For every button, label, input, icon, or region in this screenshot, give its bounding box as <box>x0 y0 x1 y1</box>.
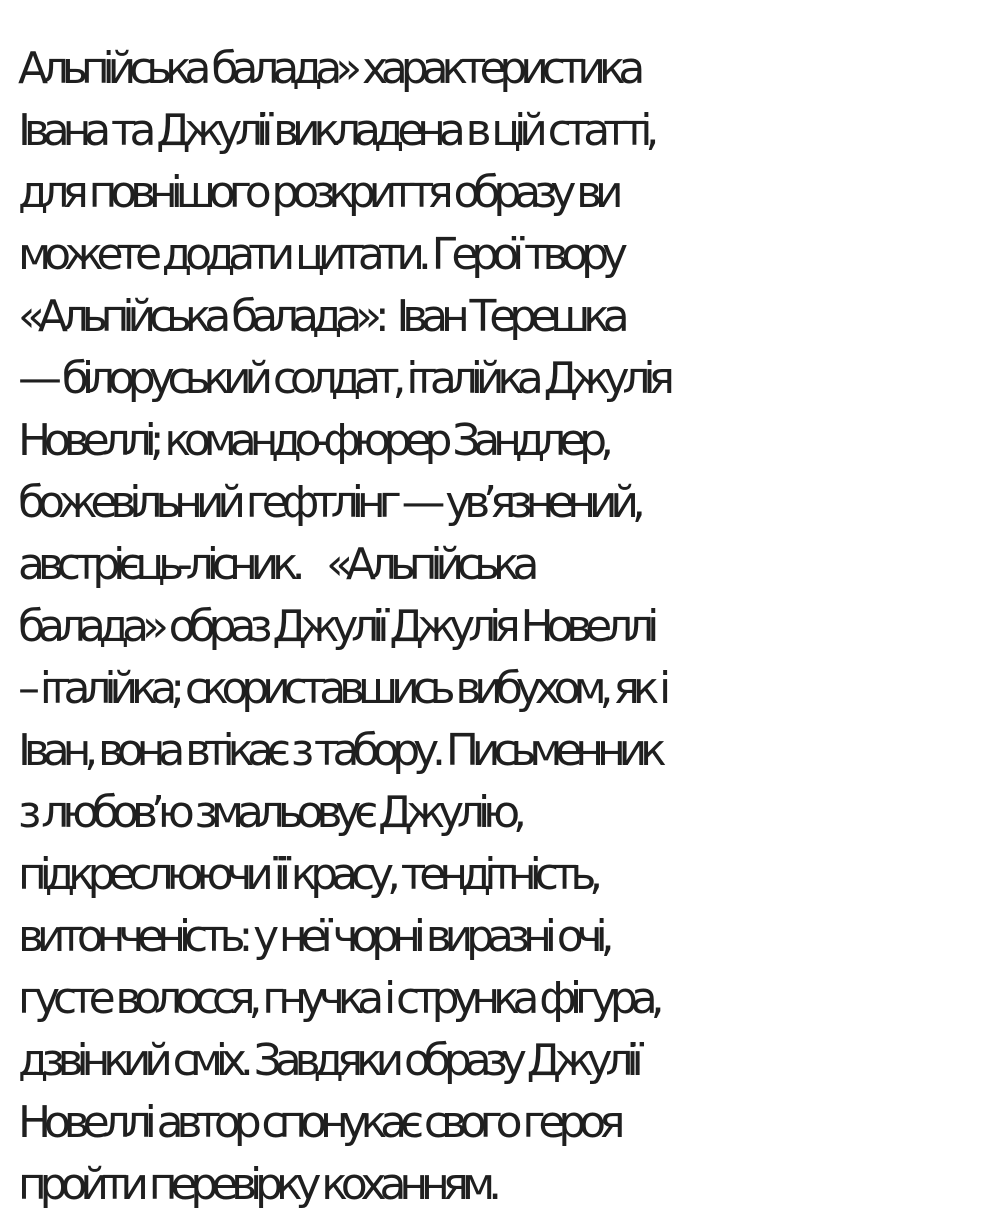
text-line: Новеллі; командо-фюрер Зандлер, <box>18 415 607 466</box>
text-line: – італійка; скориставшись вибухом, як і <box>18 663 665 714</box>
text-line: для повнішого розкриття образу ви <box>18 167 617 218</box>
text-line: можете додати цитати. Герої твору <box>18 229 621 280</box>
text-line: — білоруський солдат, італійка Джулія <box>18 353 668 404</box>
text-line: божевільний гефтлінг — ув’язнений, <box>18 477 639 528</box>
text-line: густе волосся, гнучка і струнка фігура, <box>18 973 658 1024</box>
text-line: «Альпійська балада»: Іван Терешка <box>18 291 623 342</box>
text-line: Альпійська балада» характеристика <box>18 43 639 94</box>
text-line: Івана та Джулії викладена в цій статті, <box>18 105 653 156</box>
text-line: дзвінкий сміх. Завдяки образу Джулії <box>18 1035 637 1086</box>
text-line: пройти перевірку коханням. <box>18 1159 496 1210</box>
text-line: підкреслюючи її красу, тендітність, <box>18 849 597 900</box>
text-line: Іван, вона втікає з табору. Письменник <box>18 725 660 776</box>
text-line: з любов’ю змальовує Джулію, <box>18 787 520 838</box>
text-line: витонченість: у неї чорні виразні очі, <box>18 911 608 962</box>
text-line: балада» образ Джулії Джулія Новеллі <box>18 601 653 652</box>
text-line: австрієць-лісник. «Альпійська <box>18 539 533 590</box>
body-text <box>18 38 998 1216</box>
text-line: Новеллі автор спонукає свого героя <box>18 1097 619 1148</box>
